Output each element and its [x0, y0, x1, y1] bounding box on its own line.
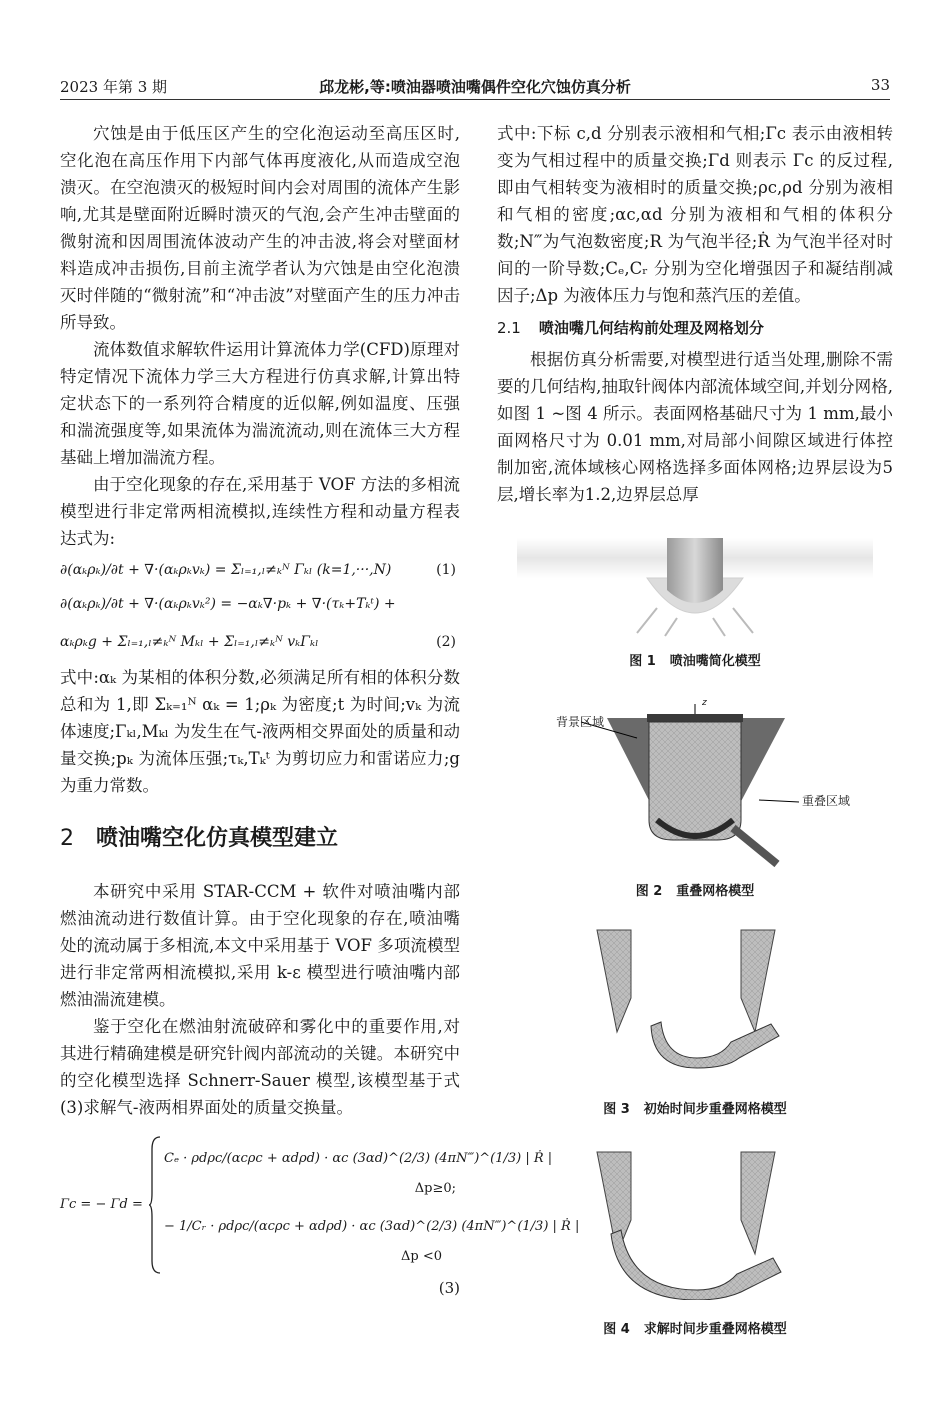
subsection-heading	[497, 315, 893, 342]
running-title: 邱龙彬,等:喷油器喷油嘴偶件空化穴蚀仿真分析	[319, 78, 631, 96]
figure-4-title: 求解时间步重叠网格模型	[643, 1322, 787, 1337]
equation-3-cond1: Δp≥0;	[414, 1181, 456, 1196]
figure-3-title: 初始时间步重叠网格模型	[643, 1102, 787, 1117]
paragraph: 鉴于空化在燃油射流破碎和雾化中的重要作用,对其进行精确建模是研究针阀内部流动的关键。本研究中的空化模型选择 Schnerr-Sauer 模型,该模型基于式(3)求解气-液两相界面处的质量交换量。	[60, 1017, 460, 1117]
equation-2b-body: αₖρₖg + Σₗ₌₁,ₗ≠ₖᴺ Mₖₗ + Σₗ₌₁,ₗ≠ₖᴺ vₖΓₖₗ	[60, 634, 319, 650]
page-number: 33	[870, 76, 890, 94]
section-title: 喷油嘴空化仿真模型建立	[96, 826, 339, 851]
running-header	[60, 76, 890, 98]
equation-3-cond2: Δp <0	[400, 1249, 442, 1264]
paragraph: 穴蚀是由于低压区产生的空化泡运动至高压区时,空化泡在高压作用下内部气体再度液化,从而造成空泡溃灭。在空泡溃灭的极短时间内会对周围的流体产生影响,尤其是壁面附近瞬时溃灭的气泡,会产生冲击壁面的微射流和因周围流体波动产生的冲击波,将会对壁面材料造成冲击损伤,目前主流学者认为穴蚀是由空化泡溃灭时伴随的“微射流”和“冲击波”对壁面产生的压力冲击所导致。	[60, 124, 460, 332]
subsection-title: 喷油嘴几何结构前处理及网格划分	[538, 319, 764, 337]
figure-2-title: 重叠网格模型	[676, 884, 755, 899]
equation-1	[60, 558, 460, 582]
paragraph: 本研究中采用 STAR-CCM + 软件对喷油嘴内部燃油流动进行数值计算。由于空化现象的存在,喷油嘴处的流动属于多相流,本文中采用基于 VOF 多项流模型进行非定常两相流模拟,采用 k-ε 模型进行喷油嘴内部燃油湍流建模。	[60, 882, 460, 1009]
equation-3-case2: − 1/Cᵣ · ρdρc/(αcρc + αdρd) · αc (3αd)^(2/3) (4πN‴)^(1/3) | Ṙ |	[164, 1219, 580, 1234]
figure-3-image	[497, 928, 893, 1078]
figure-2-label-overlap: 重叠区域	[802, 794, 851, 808]
paragraph: 式中:下标 c,d 分别表示液相和气相;Γc 表示由液相转变为气相过程中的质量交换;Γd 则表示 Γc 的反过程,即由气相转变为液相时的质量交换;ρc,ρd 分别为液相和气相的密度;αc,αd 分别为液相和气相的体积分数;N‴为气泡数密度;R 为气泡半径;Ṙ 为气泡半径对时间的一阶导数;Cₑ,Cᵣ 分别为空化增强因子和凝结削减因子;Δp 为液体压力与饱和蒸汽压的差值。	[497, 124, 893, 305]
spray-hole	[733, 828, 777, 864]
figure-3-caption	[497, 1098, 893, 1117]
right-column	[497, 120, 893, 508]
equation-1-number: (1)	[436, 562, 456, 578]
figure-4-image	[497, 1150, 893, 1300]
left-wall	[597, 930, 631, 1032]
figure-2-label-background: 背景区域	[556, 715, 605, 729]
right-wall	[741, 1152, 775, 1254]
figure-2-axis-label: z	[702, 698, 707, 708]
top-band	[647, 714, 743, 722]
needle-valve	[667, 538, 723, 603]
equation-2-line2	[60, 630, 460, 654]
figure-4-number: 图 4	[603, 1322, 630, 1337]
figure-1-image	[497, 538, 893, 638]
figure-2-number: 图 2	[635, 884, 663, 899]
equation-2-number: (2)	[436, 634, 456, 650]
equation-3-case1: Cₑ · ρdρc/(αcρc + αdρd) · αc (3αd)^(2/3) (4πN‴)^(1/3) | Ṙ |	[164, 1151, 553, 1166]
equation-1-body: ∂(αₖρₖ)/∂t + ∇·(αₖρₖvₖ) = Σₗ₌₁,ₗ≠ₖᴺ Γₖₗ (k=1,···,N)	[60, 562, 392, 578]
equation-3-lhs: Γc = − Γd =	[60, 1197, 143, 1212]
equation-2-line1	[60, 592, 460, 616]
figure-1-title: 喷油嘴简化模型	[669, 654, 761, 669]
paragraph: 根据仿真分析需要,对模型进行适当处理,删除不需要的几何结构,抽取针阀体内部流体域空间,并划分网格,如图 1 ~图 4 所示。表面网格基础尺寸为 1 mm,最小面网格尺寸为 0.01 mm,对局部小间隙区域进行体控制加密,流体域核心网格选择多面体网格;边界层设为5层,增长率为1.2,边界层总厚	[497, 350, 893, 504]
figure-4-caption	[497, 1318, 893, 1337]
equation-3-brace	[148, 1135, 162, 1275]
equation-3-number: (3)	[438, 1279, 460, 1297]
paragraph: 式中:αₖ 为某相的体积分数,必须满足所有相的体积分数总和为 1,即 Σₖ₌₁ᴺ αₖ = 1;ρₖ 为密度;t 为时间;vₖ 为流体速度;Γₖₗ,Mₖₗ 为发生在气-液两相交界面处的质量和动量交换;pₖ 为流体压强;τₖ,Tₖᵗ 为剪切应力和雷诺应力;g 为重力常数。	[60, 668, 461, 795]
paragraph: 由于空化现象的存在,采用基于 VOF 方法的多相流模型进行非定常两相流模拟,连续性方程和动量方程表达式为:	[60, 475, 460, 548]
subsection-number: 2.1	[497, 319, 521, 337]
figure-3-number: 图 3	[603, 1102, 630, 1117]
right-wall	[741, 930, 775, 1032]
paragraph: 流体数值求解软件运用计算流体力学(CFD)原理对特定情况下流体力学三大方程进行仿真求解,计算出特定状态下的一系列符合精度的近似解,例如温度、压强和湍流强度等,如果流体为湍流流动,则在流体三大方程基础上增加湍流方程。	[60, 340, 460, 467]
needle-tip-region	[651, 1022, 779, 1068]
journal-issue: 2023 年第 3 期	[60, 78, 168, 96]
section-heading	[60, 825, 460, 852]
header-rule	[60, 99, 890, 100]
figure-2-caption	[497, 880, 893, 899]
figure-1-number: 图 1	[629, 654, 656, 669]
section-number: 2	[60, 826, 74, 851]
equation-3	[60, 1131, 580, 1281]
figure-1-caption	[497, 650, 893, 669]
equation-2a-body: ∂(αₖρₖ)/∂t + ∇·(αₖρₖvₖ²) = −αₖ∇·pₖ + ∇·(τₖ+Tₖᵗ) +	[60, 596, 396, 612]
